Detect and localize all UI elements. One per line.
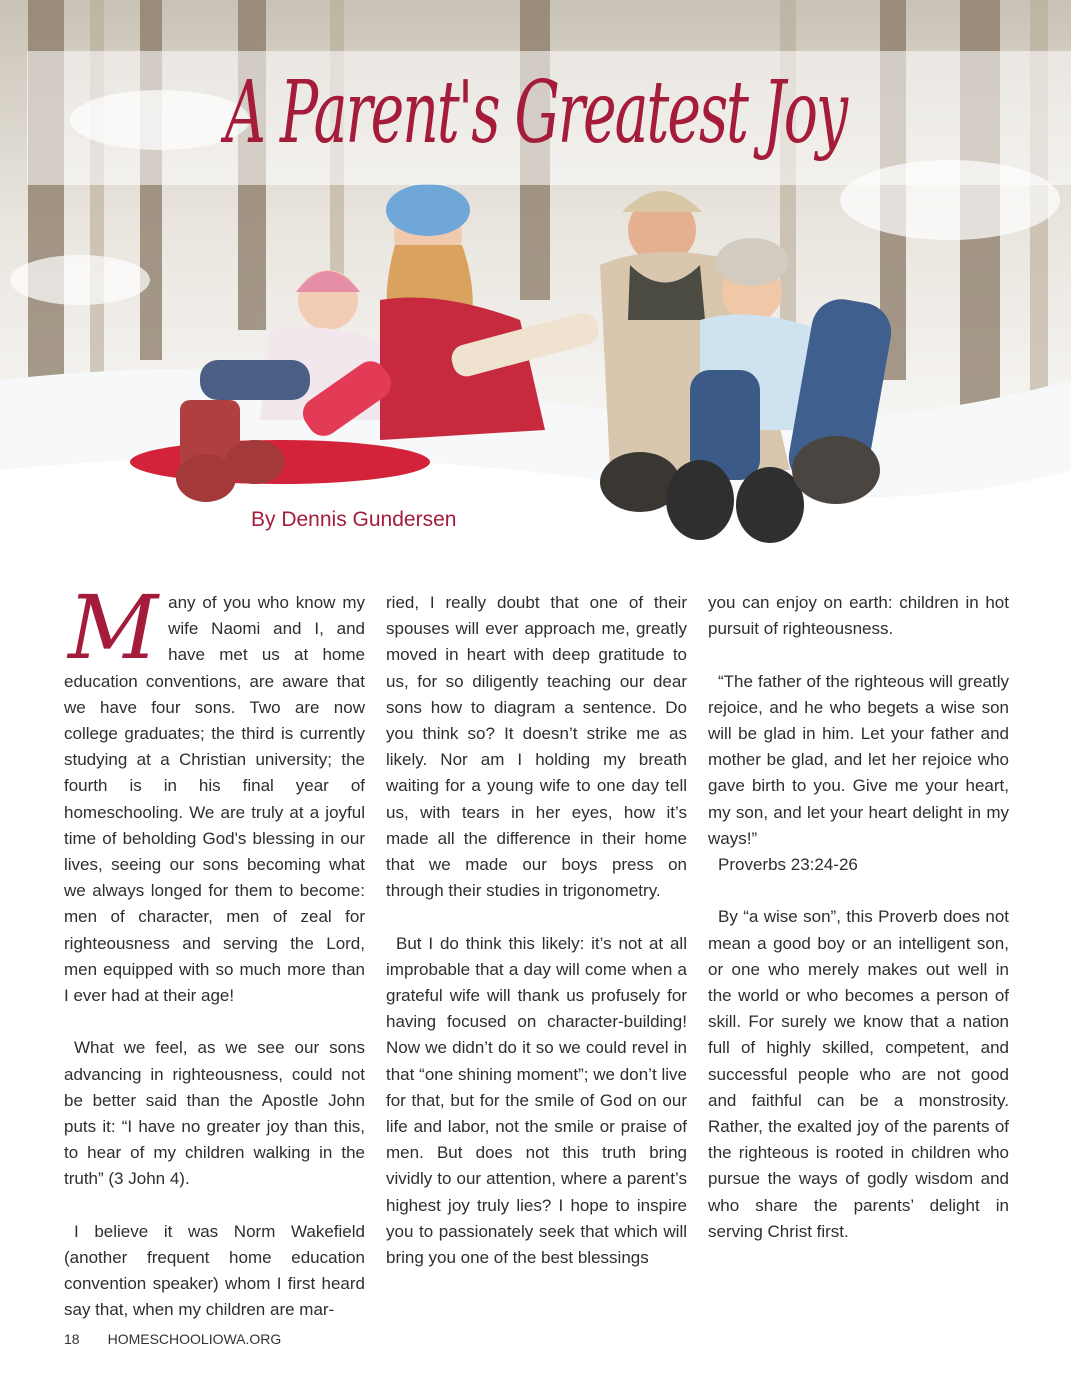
article-column-3 bbox=[708, 590, 1009, 1245]
page-number: 18 bbox=[64, 1331, 80, 1347]
verse-reference: Proverbs 23:24-26 bbox=[718, 855, 858, 875]
page-title: A Parent's Greatest Joy bbox=[224, 63, 847, 163]
article-column-1 bbox=[64, 576, 365, 1324]
paragraph-text: any of you who know my wife Naomi and I, and have met us at home education conventions, are aware that we have four sons. Two are now college graduates; the third is currently studying at a Christian university; the fourth is in his final year of homeschooling. We are truly at a joyful time of beholding God's blessing in our lives, seeing our sons becoming what we always longed for them to become: men of character, men of zeal for righteousness and serving the Lord, men equipped with so much more than I ever had at their age! bbox=[64, 593, 365, 1006]
scripture-quote bbox=[708, 669, 1009, 879]
article-paragraph: What we feel, as we see our sons advancing in righteousness, could not be better said than the Apostle John puts it: “I have no greater joy than this, to hear of my children walking in the truth” (3 John 4). bbox=[64, 1038, 365, 1189]
website-link[interactable]: HOMESCHOOLIOWA.ORG bbox=[107, 1331, 282, 1347]
quote-text: “The father of the righteous will greatly rejoice, and he who begets a wise son will be glad in him. Let your father and mother be glad, and let her rejoice who gave birth to you. Give me your heart, my son, and let your heart delight in my ways!” bbox=[708, 671, 1009, 848]
byline: By Dennis Gundersen bbox=[251, 508, 457, 531]
article-paragraph bbox=[64, 576, 365, 1009]
article-paragraph: I believe it was Norm Wakefield (another frequent home education convention speaker) whom I first heard say that, when my children are mar- bbox=[64, 1221, 365, 1320]
article-paragraph: ried, I really doubt that one of their spouses will ever approach me, greatly moved in heart with deep gratitude to us, for so diligently teaching our dear sons how to diagram a sentence. Do you think so? It doesn’t strike me as likely. Nor am I holding my breath waiting for a young wife to one day tell us, with tears in her eyes, how it’s made all the difference in their home that we made our boys press on through their studies in trigonometry. bbox=[386, 593, 687, 901]
article-column-2 bbox=[386, 590, 687, 1271]
hero-photo bbox=[0, 0, 1071, 550]
drop-cap: M bbox=[68, 576, 159, 679]
article-paragraph: But I do think this likely: it’s not at all improbable that a day will come when a grateful wife will thank us profusely for having focused on character-building! Now we didn’t do it so we could revel in that “one shining moment”; we don’t live for that, but for the smile of God on our life and labor, not the smile or praise of men. But does not this truth bring vividly to our attention, where a parent’s highest joy truly lies? I hope to inspire you to passionately seek that which will bring you one of the best blessings bbox=[386, 933, 687, 1268]
article-paragraph: you can enjoy on earth: children in hot pursuit of righteousness. bbox=[708, 593, 1009, 639]
page-footer bbox=[64, 1331, 281, 1347]
article-paragraph: By “a wise son”, this Proverb does not mean a good boy or an intelligent son, or one who merely makes out well in the world or who becomes a person of skill. For surely we know that a nation full of highly skilled, competent, and successful people who are not good and faithful can be a monstrosity. Rather, the exalted joy of the parents of the righteous is rooted in children who pursue the ways of godly wisdom and who share the parents’ delight in serving Christ first. bbox=[708, 907, 1009, 1241]
